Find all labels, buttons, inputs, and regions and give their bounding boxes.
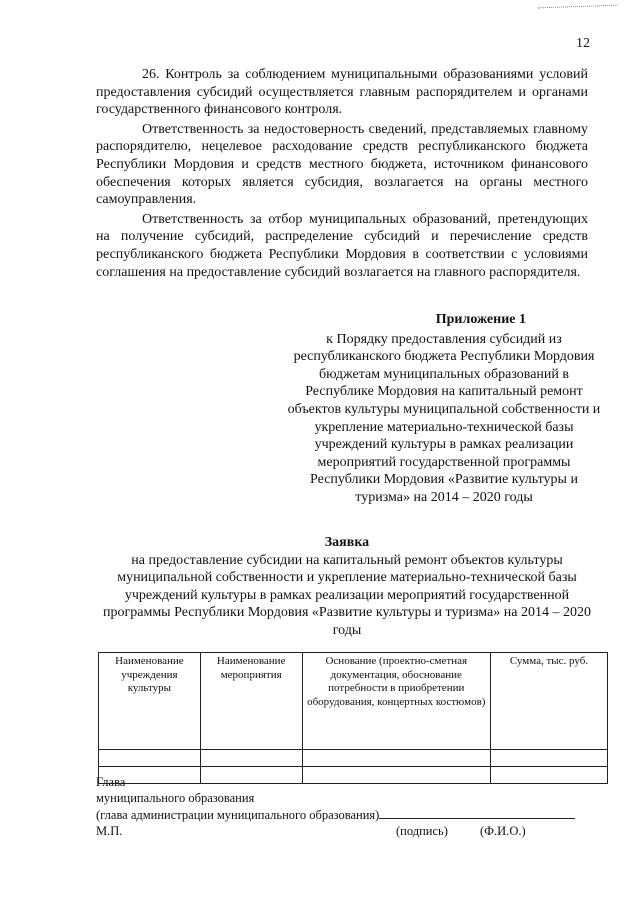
signature-admin-label: (глава администрации муниципального образования) xyxy=(96,808,380,823)
signature-underline xyxy=(379,806,575,819)
request-text: на предоставление субсидии на капитальный ремонт объектов культуры муниципальной собственности и укрепление материально-технической базы учреждений культуры в рамках реализации мероприятий государственной программы Республики Мордовия «Развитие культуры и туризма» на 2014 – 2020 годы xyxy=(103,552,591,638)
page-number: 12 xyxy=(576,36,590,51)
scan-artifact xyxy=(538,5,618,13)
column-header-institution: Наименование учреждения культуры xyxy=(99,653,201,750)
stamp-label: М.П. xyxy=(96,823,123,838)
paragraph-responsibility-data: Ответственность за недостоверность сведений, представляемых главному распорядителю, нецелевое расходование средств республиканского бюджета Республики Мордовия и средств местного бюджета, источником финансового обеспечения которых является субсидия, возлагается на органы местного самоуправления. xyxy=(96,121,588,208)
table-cell xyxy=(302,750,490,767)
table-header-row xyxy=(99,653,608,750)
appendix-text: к Порядку предоставления субсидий из республиканского бюджета Республики Мордовия бюджетам муниципальных образований в Республике Мордовия на капитальный ремонт объектов культуры муниципальной собственности и укрепление материально-технической базы учреждений культуры в рамках реализации мероприятий государственной программы Республики Мордовия «Развитие культуры и туризма» на 2014 – 2020 годы xyxy=(287,331,601,505)
signature-mp-row xyxy=(96,824,606,840)
table-cell xyxy=(200,750,302,767)
appendix-title: Приложение 1 xyxy=(435,312,526,327)
table-cell xyxy=(99,750,201,767)
table-cell xyxy=(490,750,607,767)
signature-caption: (подпись) xyxy=(396,823,448,838)
signature-line-municipality: муниципального образования xyxy=(96,790,255,805)
request-title: Заявка xyxy=(324,535,370,550)
paragraph-responsibility-selection: Ответственность за отбор муниципальных образований, претендующих на получение субсидий, распределение субсидий и перечисление средств республиканского бюджета Республики Мордовия в соответствии с условиями соглашения на предоставление субсидий возлагается на главного распорядителя. xyxy=(96,211,588,280)
signature-line-admin xyxy=(96,806,606,824)
column-header-basis: Основание (проектно-сметная документация, обоснование потребности в приобретении оборудования, концертных костюмов) xyxy=(302,653,490,750)
body-text xyxy=(96,66,588,283)
name-caption: (Ф.И.О.) xyxy=(480,823,526,838)
table-row xyxy=(99,750,608,767)
request-table xyxy=(98,652,608,784)
column-header-activity: Наименование мероприятия xyxy=(200,653,302,750)
appendix-block xyxy=(286,311,602,507)
request-block xyxy=(92,534,602,640)
signature-block xyxy=(96,775,606,840)
column-header-amount: Сумма, тыс. руб. xyxy=(490,653,607,750)
paragraph-control: 26. Контроль за соблюдением муниципальными образованиями условий предоставления субсидий осуществляется главным распорядителем и органами государственного финансового контроля. xyxy=(96,67,588,118)
signature-line-head: Глава xyxy=(96,775,126,789)
